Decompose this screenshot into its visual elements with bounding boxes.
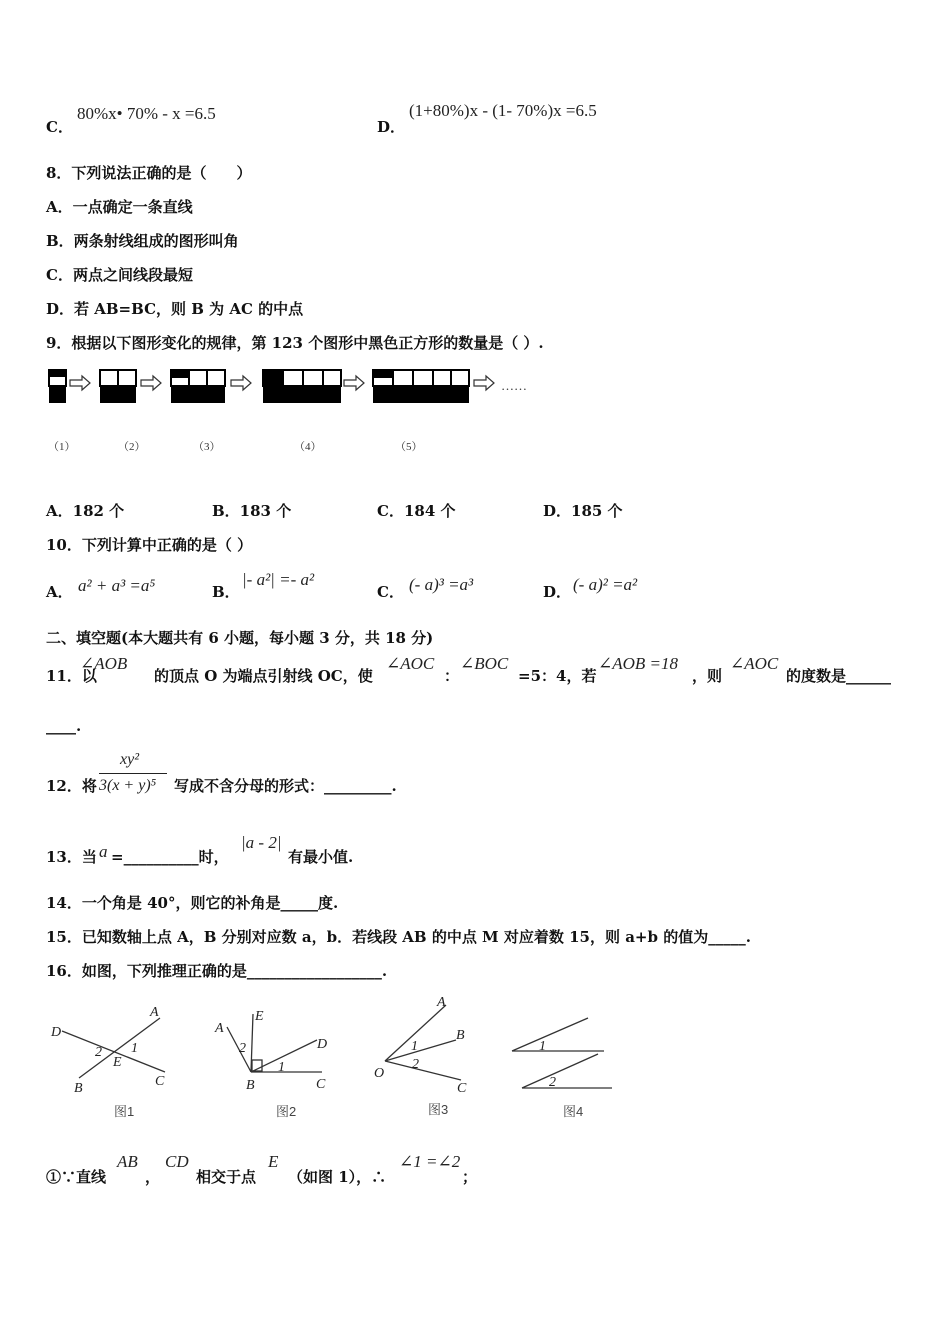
q16-reason-1-end: ； (462, 1168, 478, 1186)
q16-reason-1-cd: CD (165, 1152, 189, 1171)
q13-absolute-value: |a - 2| (241, 833, 282, 852)
fig2-label-b: B (246, 1078, 255, 1093)
q9-fig-label-5: （5） (395, 441, 423, 453)
q15-text: 15．已知数轴上点 A，B 分别对应数 a，b．若线段 AB 的中点 M 对应着数 15，则 a+b 的值为_____. (46, 928, 751, 946)
q16-reason-1-text-2: 相交于点 (196, 1168, 257, 1186)
q9-stem: 9．根据以下图形变化的规律，第 123 个图形中黑色正方形的数量是（ ）. (46, 334, 544, 352)
q8-option-d: D．若 AB=BC，则 B 为 AC 的中点 (46, 300, 304, 318)
q8-option-c: C．两点之间线段最短 (46, 266, 193, 284)
q10-stem: 10．下列计算中正确的是（ ） (46, 536, 253, 554)
q7-option-d-expression: (1+80%)x - (1- 70%)x =6.5 (409, 101, 597, 120)
fig1-label-d: D (51, 1025, 62, 1040)
q16-reason-1-text-3: （如图 1），∴ (288, 1168, 387, 1186)
figure-3-diagram (385, 1005, 461, 1080)
q13-text-2: =__________时， (111, 848, 229, 866)
q11-text-5: 的度数是______ (786, 667, 892, 685)
q9-option-c: C．184 个 (377, 502, 456, 520)
fig2-caption: 图2 (276, 1104, 297, 1119)
q10-option-d-expression: (- a)² =a² (573, 575, 638, 594)
q11-aob-value: ∠AOB =18 (598, 654, 679, 673)
q9-fig-label-1: （1） (48, 441, 76, 453)
q10-option-d-label: D． (543, 583, 572, 601)
q7-option-c-label: C． (46, 118, 73, 136)
q16-reason-1-expression: ∠1 =∠2 (399, 1152, 461, 1171)
fig1-label-angle-1: 1 (131, 1041, 138, 1056)
fig3-label-angle-2: 2 (412, 1057, 419, 1072)
fig3-label-angle-1: 1 (411, 1039, 418, 1054)
q8-stem: 8．下列说法正确的是（ ） (46, 164, 252, 182)
q16-reason-1-text-1: ①∵直线 (46, 1168, 107, 1186)
fig1-label-e: E (113, 1055, 122, 1070)
q11-angle-aoc: ∠AOC (386, 654, 435, 673)
fig4-label-angle-1: 1 (539, 1039, 546, 1054)
fig1-caption: 图1 (114, 1104, 135, 1119)
q11-text-1: 11．以 (46, 667, 97, 685)
q10-option-a-label: A． (46, 583, 73, 601)
fig3-label-a: A (437, 995, 446, 1010)
q7-option-c-expression: 80%x• 70% - x =6.5 (77, 104, 216, 123)
q9-option-b: B．183 个 (212, 502, 292, 520)
q8-option-a: A．一点确定一条直线 (46, 198, 193, 216)
q10-option-a-expression: a² + a³ =a⁵ (78, 576, 156, 595)
q10-option-c-expression: (- a)³ =a³ (409, 575, 474, 594)
q9-fig-label-3: （3） (193, 441, 221, 453)
fig1-label-a: A (150, 1005, 159, 1020)
q16-reason-1-e: E (268, 1152, 279, 1171)
q16-reason-1-comma: ， (145, 1168, 161, 1186)
fig2-label-angle-2: 2 (239, 1041, 246, 1056)
q11-text-6: ____. (46, 717, 82, 735)
q13-text-3: 有最小值. (288, 848, 354, 866)
fig4-label-angle-2: 2 (549, 1075, 556, 1090)
fig2-label-e: E (255, 1009, 264, 1024)
figure-4-diagram (512, 1018, 612, 1088)
fig3-label-c: C (457, 1081, 467, 1096)
q9-fig-label-2: （2） (118, 441, 146, 453)
fig3-caption: 图3 (428, 1102, 449, 1117)
fig4-caption: 图4 (563, 1104, 584, 1119)
q9-ellipsis: …… (501, 378, 527, 393)
fig2-label-a: A (215, 1021, 224, 1036)
fig2-label-angle-1: 1 (278, 1060, 285, 1075)
fig1-label-c: C (155, 1074, 165, 1089)
q9-fig-label-4: （4） (294, 441, 322, 453)
q10-option-b-label: B． (212, 583, 240, 601)
q8-option-b: B．两条射线组成的图形叫角 (46, 232, 239, 250)
q16-stem: 16．如图，下列推理正确的是__________________. (46, 962, 388, 980)
q9-option-d: D．185 个 (543, 502, 623, 520)
q13-variable: a (99, 842, 108, 861)
q12-text-1: 12．将 (46, 777, 97, 795)
q14-text: 14．一个角是 40°，则它的补角是_____度. (46, 894, 339, 912)
q12-numerator: xy² (120, 751, 139, 768)
q11-text-4: ，则 (692, 667, 723, 685)
q12-denominator: 3(x + y)⁵ (99, 777, 157, 794)
fig1-label-b: B (74, 1081, 83, 1096)
fig3-label-o: O (374, 1066, 385, 1081)
q11-text-3: =5：4，若 (518, 667, 597, 685)
fig2-label-c: C (316, 1077, 326, 1092)
fig1-label-angle-2: 2 (95, 1045, 102, 1060)
q11-angle-aob: ∠AOB (80, 654, 128, 673)
fig3-label-b: B (456, 1028, 465, 1043)
q12-text-2: 写成不含分母的形式：_________. (174, 777, 397, 795)
q16-reason-1-ab: AB (117, 1152, 138, 1171)
q11-text-2: 的顶点 O 为端点引射线 OC，使 (154, 667, 373, 685)
q10-option-c-label: C． (377, 583, 404, 601)
q10-option-b-expression: |- a²| =- a² (242, 570, 315, 589)
q11-angle-aoc-2: ∠AOC (730, 654, 779, 673)
q9-option-a: A．182 个 (46, 502, 125, 520)
fig2-label-d: D (317, 1037, 328, 1052)
q11-angle-boc: ∠BOC (460, 654, 509, 673)
section-2-heading: 二、填空题(本大题共有 6 小题，每小题 3 分，共 18 分) (46, 629, 434, 647)
q11-colon: ： (444, 667, 460, 685)
q13-text-1: 13．当 (46, 848, 97, 866)
q7-option-d-label: D． (377, 118, 406, 136)
